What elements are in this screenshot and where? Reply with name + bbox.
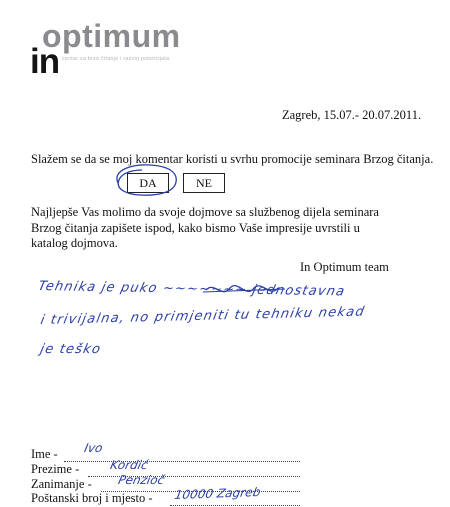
team-signature: In Optimum team (300, 260, 389, 274)
field-value-prezime: Kordić (109, 458, 150, 472)
handwritten-comment-line-1: Tehnika je puko ~~~~~~~ jednostavna (36, 279, 347, 300)
field-label-postanski-broj: Poštanski broj i mjesto - (31, 491, 153, 505)
logo-in-text: in (30, 42, 60, 81)
request-paragraph: Najljepše Vas molimo da svoje dojmove sa službenog dijela seminara Brzog čitanja zapišete ispod, kako bismo Vaše impresije uvrstili u katalog dojmova. (31, 205, 379, 250)
field-line-postanski-broj[interactable] (170, 505, 300, 506)
field-value-ime: Ivo (83, 441, 104, 455)
field-label-zanimanje: Zanimanje - (31, 477, 92, 491)
handwritten-comment-line-2: i trivijalna, no primjeniti tu tehniku nekad (39, 304, 367, 328)
field-value-postanski-broj: 10000 Zagreb (173, 485, 262, 502)
field-line-ime[interactable] (64, 461, 300, 462)
option-ne-box[interactable]: NE (183, 173, 225, 193)
field-label-ime: Ime - (31, 447, 58, 461)
handwritten-comment-line-3: je teško (38, 342, 103, 357)
field-label-prezime: Prezime - (31, 462, 80, 476)
field-value-zanimanje: Penzioč (117, 473, 166, 487)
consent-text: Slažem se da se moj komentar koristi u svrhu promocije seminara Brzog čitanja. (31, 152, 434, 166)
date-line: Zagreb, 15.07.- 20.07.2011. (282, 108, 422, 122)
option-da-box[interactable]: DA (127, 173, 169, 193)
logo-tagline: centar za brzo čitanje i razvoj potencijala (62, 56, 170, 62)
logo-optimum-text: optimum (42, 18, 181, 54)
